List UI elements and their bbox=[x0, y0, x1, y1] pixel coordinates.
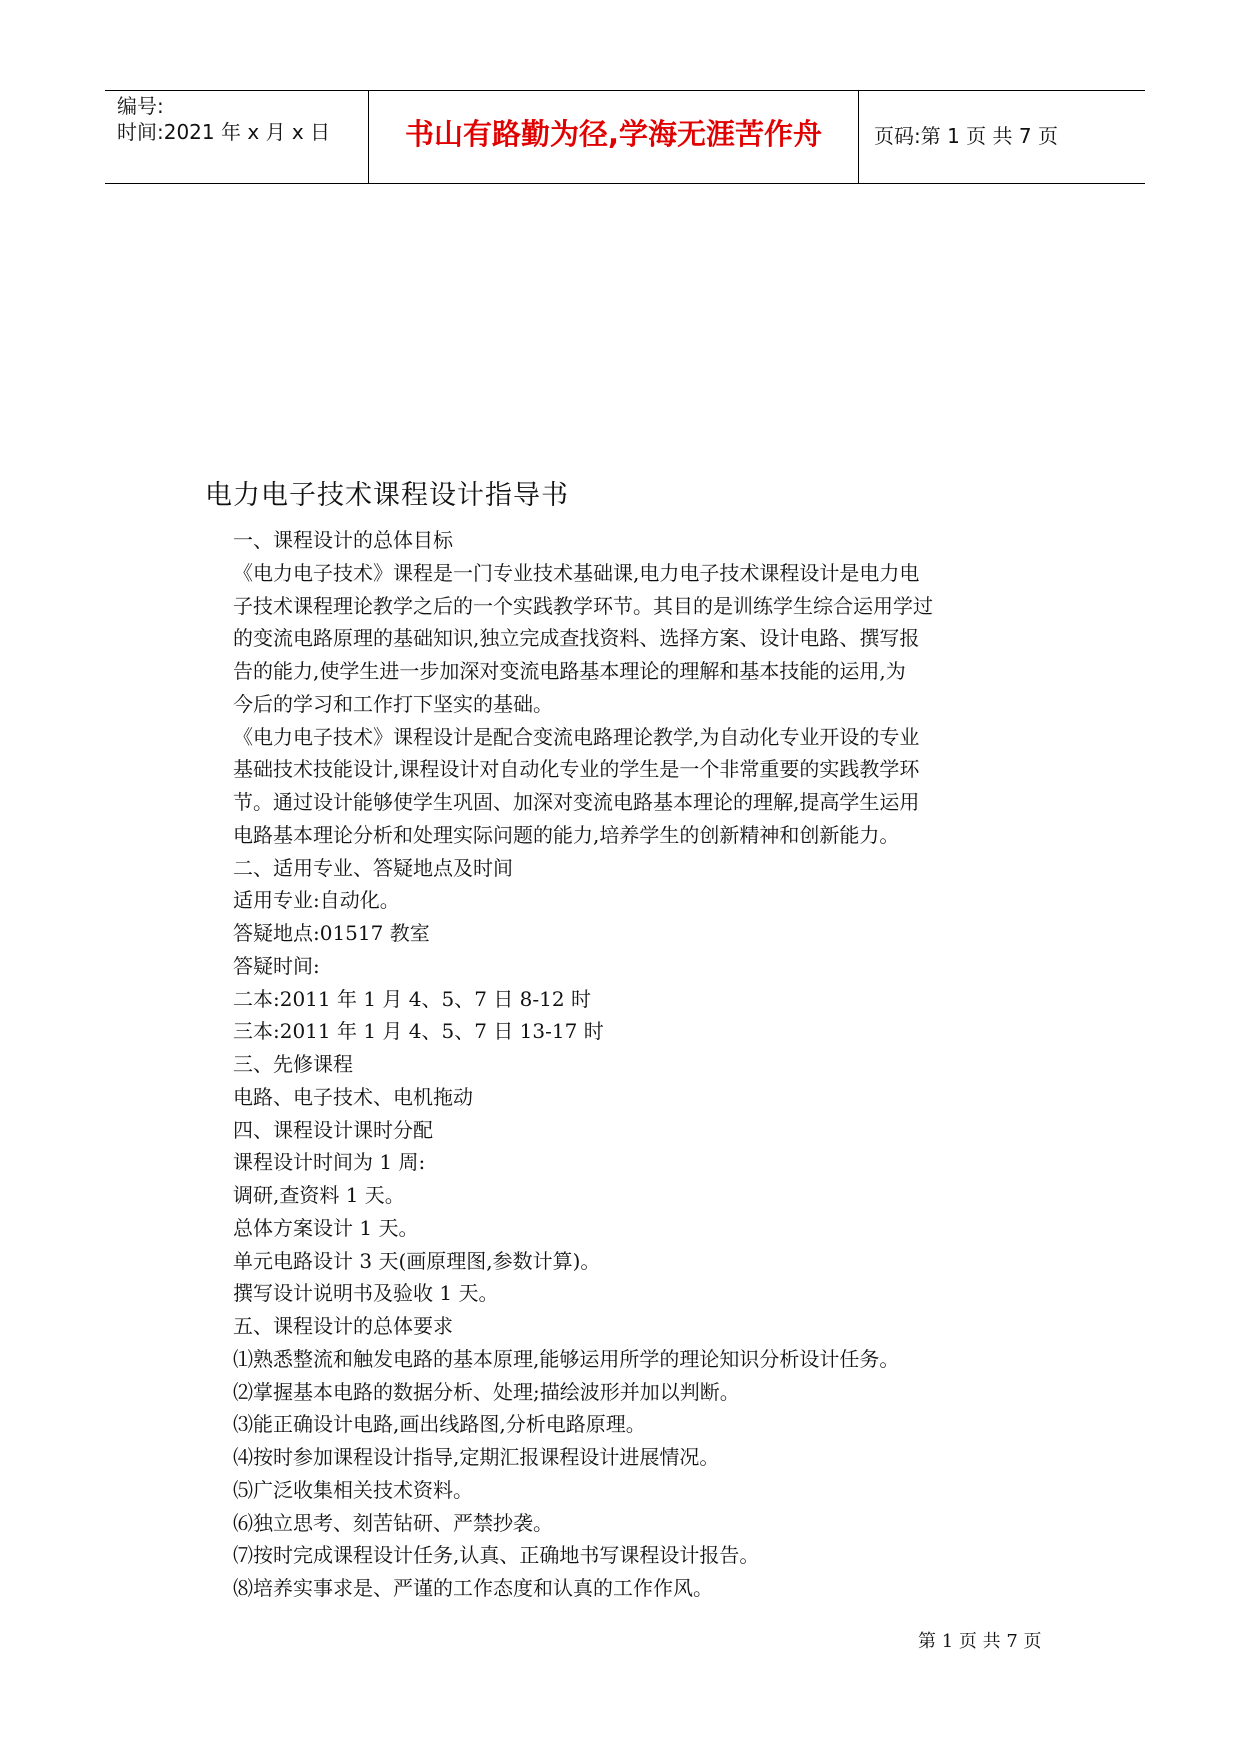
body-line: 答疑地点:01517 教室 bbox=[233, 921, 430, 945]
body-line: 告的能力,使学生进一步加深对变流电路基本理论的理解和基本技能的运用,为 bbox=[233, 659, 906, 683]
page-header bbox=[105, 90, 1145, 184]
document-date: 时间:2021 年 x 月 x 日 bbox=[117, 120, 331, 144]
body-line: 五、课程设计的总体要求 bbox=[233, 1314, 453, 1338]
body-line: 节。通过设计能够使学生巩固、加深对变流电路基本理论的理解,提高学生运用 bbox=[233, 790, 920, 814]
body-line: ⑺按时完成课程设计任务,认真、正确地书写课程设计报告。 bbox=[233, 1543, 760, 1568]
body-line: 的变流电路原理的基础知识,独立完成查找资料、选择方案、设计电路、撰写报 bbox=[233, 626, 920, 651]
body-line: ⑵掌握基本电路的数据分析、处理;描绘波形并加以判断。 bbox=[233, 1379, 740, 1404]
body-line: ⑹独立思考、刻苦钻研、严禁抄袭。 bbox=[233, 1510, 553, 1535]
body-line: 电路、电子技术、电机拖动 bbox=[233, 1084, 473, 1109]
body-line: 四、课程设计课时分配 bbox=[233, 1117, 433, 1142]
body-line: ⑴熟悉整流和触发电路的基本原理,能够运用所学的理论知识分析设计任务。 bbox=[233, 1346, 900, 1371]
body-line: 电路基本理论分析和处理实际问题的能力,培养学生的创新精神和创新能力。 bbox=[233, 822, 900, 847]
header-page-info: 页码:第 1 页 共 7 页 bbox=[874, 124, 1058, 148]
body-line: 《电力电子技术》课程设计是配合变流电路理论教学,为自动化专业开设的专业 bbox=[233, 724, 920, 749]
body-line: ⑻培养实事求是、严谨的工作态度和认真的工作作风。 bbox=[233, 1576, 713, 1600]
body-line: 子技术课程理论教学之后的一个实践教学环节。其目的是训练学生综合运用学过 bbox=[233, 593, 933, 618]
header-page-cell bbox=[860, 91, 1145, 183]
page-footer: 第 1 页 共 7 页 bbox=[918, 1631, 1042, 1652]
body-line: ⑸广泛收集相关技术资料。 bbox=[233, 1477, 473, 1502]
body-line: 基础技术技能设计,课程设计对自动化专业的学生是一个非常重要的实践教学环 bbox=[233, 757, 920, 782]
body-line: 三本:2011 年 1 月 4、5、7 日 13-17 时 bbox=[233, 1019, 604, 1044]
body-line: 适用专业:自动化。 bbox=[233, 888, 400, 913]
body-line: ⑷按时参加课程设计指导,定期汇报课程设计进展情况。 bbox=[233, 1445, 720, 1469]
body-line: 总体方案设计 1 天。 bbox=[233, 1215, 419, 1240]
body-line: 二本:2011 年 1 月 4、5、7 日 8-12 时 bbox=[233, 986, 591, 1011]
document-number: 编号: bbox=[117, 94, 164, 118]
body-line: 撰写设计说明书及验收 1 天。 bbox=[233, 1281, 499, 1306]
body-line: 二、适用专业、答疑地点及时间 bbox=[233, 855, 513, 880]
header-motto: 书山有路勤为径,学海无涯苦作舟 bbox=[404, 117, 823, 151]
header-meta-cell bbox=[105, 91, 369, 183]
body-line: 答疑时间: bbox=[233, 953, 320, 978]
body-line: 一、课程设计的总体目标 bbox=[233, 528, 453, 552]
body-line: 《电力电子技术》课程是一门专业技术基础课,电力电子技术课程设计是电力电 bbox=[233, 560, 920, 585]
body-line: 课程设计时间为 1 周: bbox=[233, 1150, 426, 1175]
body-line: 今后的学习和工作打下坚实的基础。 bbox=[233, 691, 553, 716]
body-line: 三、先修课程 bbox=[233, 1052, 353, 1076]
document-title: 电力电子技术课程设计指导书 bbox=[205, 480, 569, 511]
header-motto-cell bbox=[369, 91, 859, 183]
body-line: ⑶能正确设计电路,画出线路图,分析电路原理。 bbox=[233, 1412, 646, 1437]
body-line: 单元电路设计 3 天(画原理图,参数计算)。 bbox=[233, 1248, 601, 1273]
body-line: 调研,查资料 1 天。 bbox=[233, 1183, 405, 1207]
